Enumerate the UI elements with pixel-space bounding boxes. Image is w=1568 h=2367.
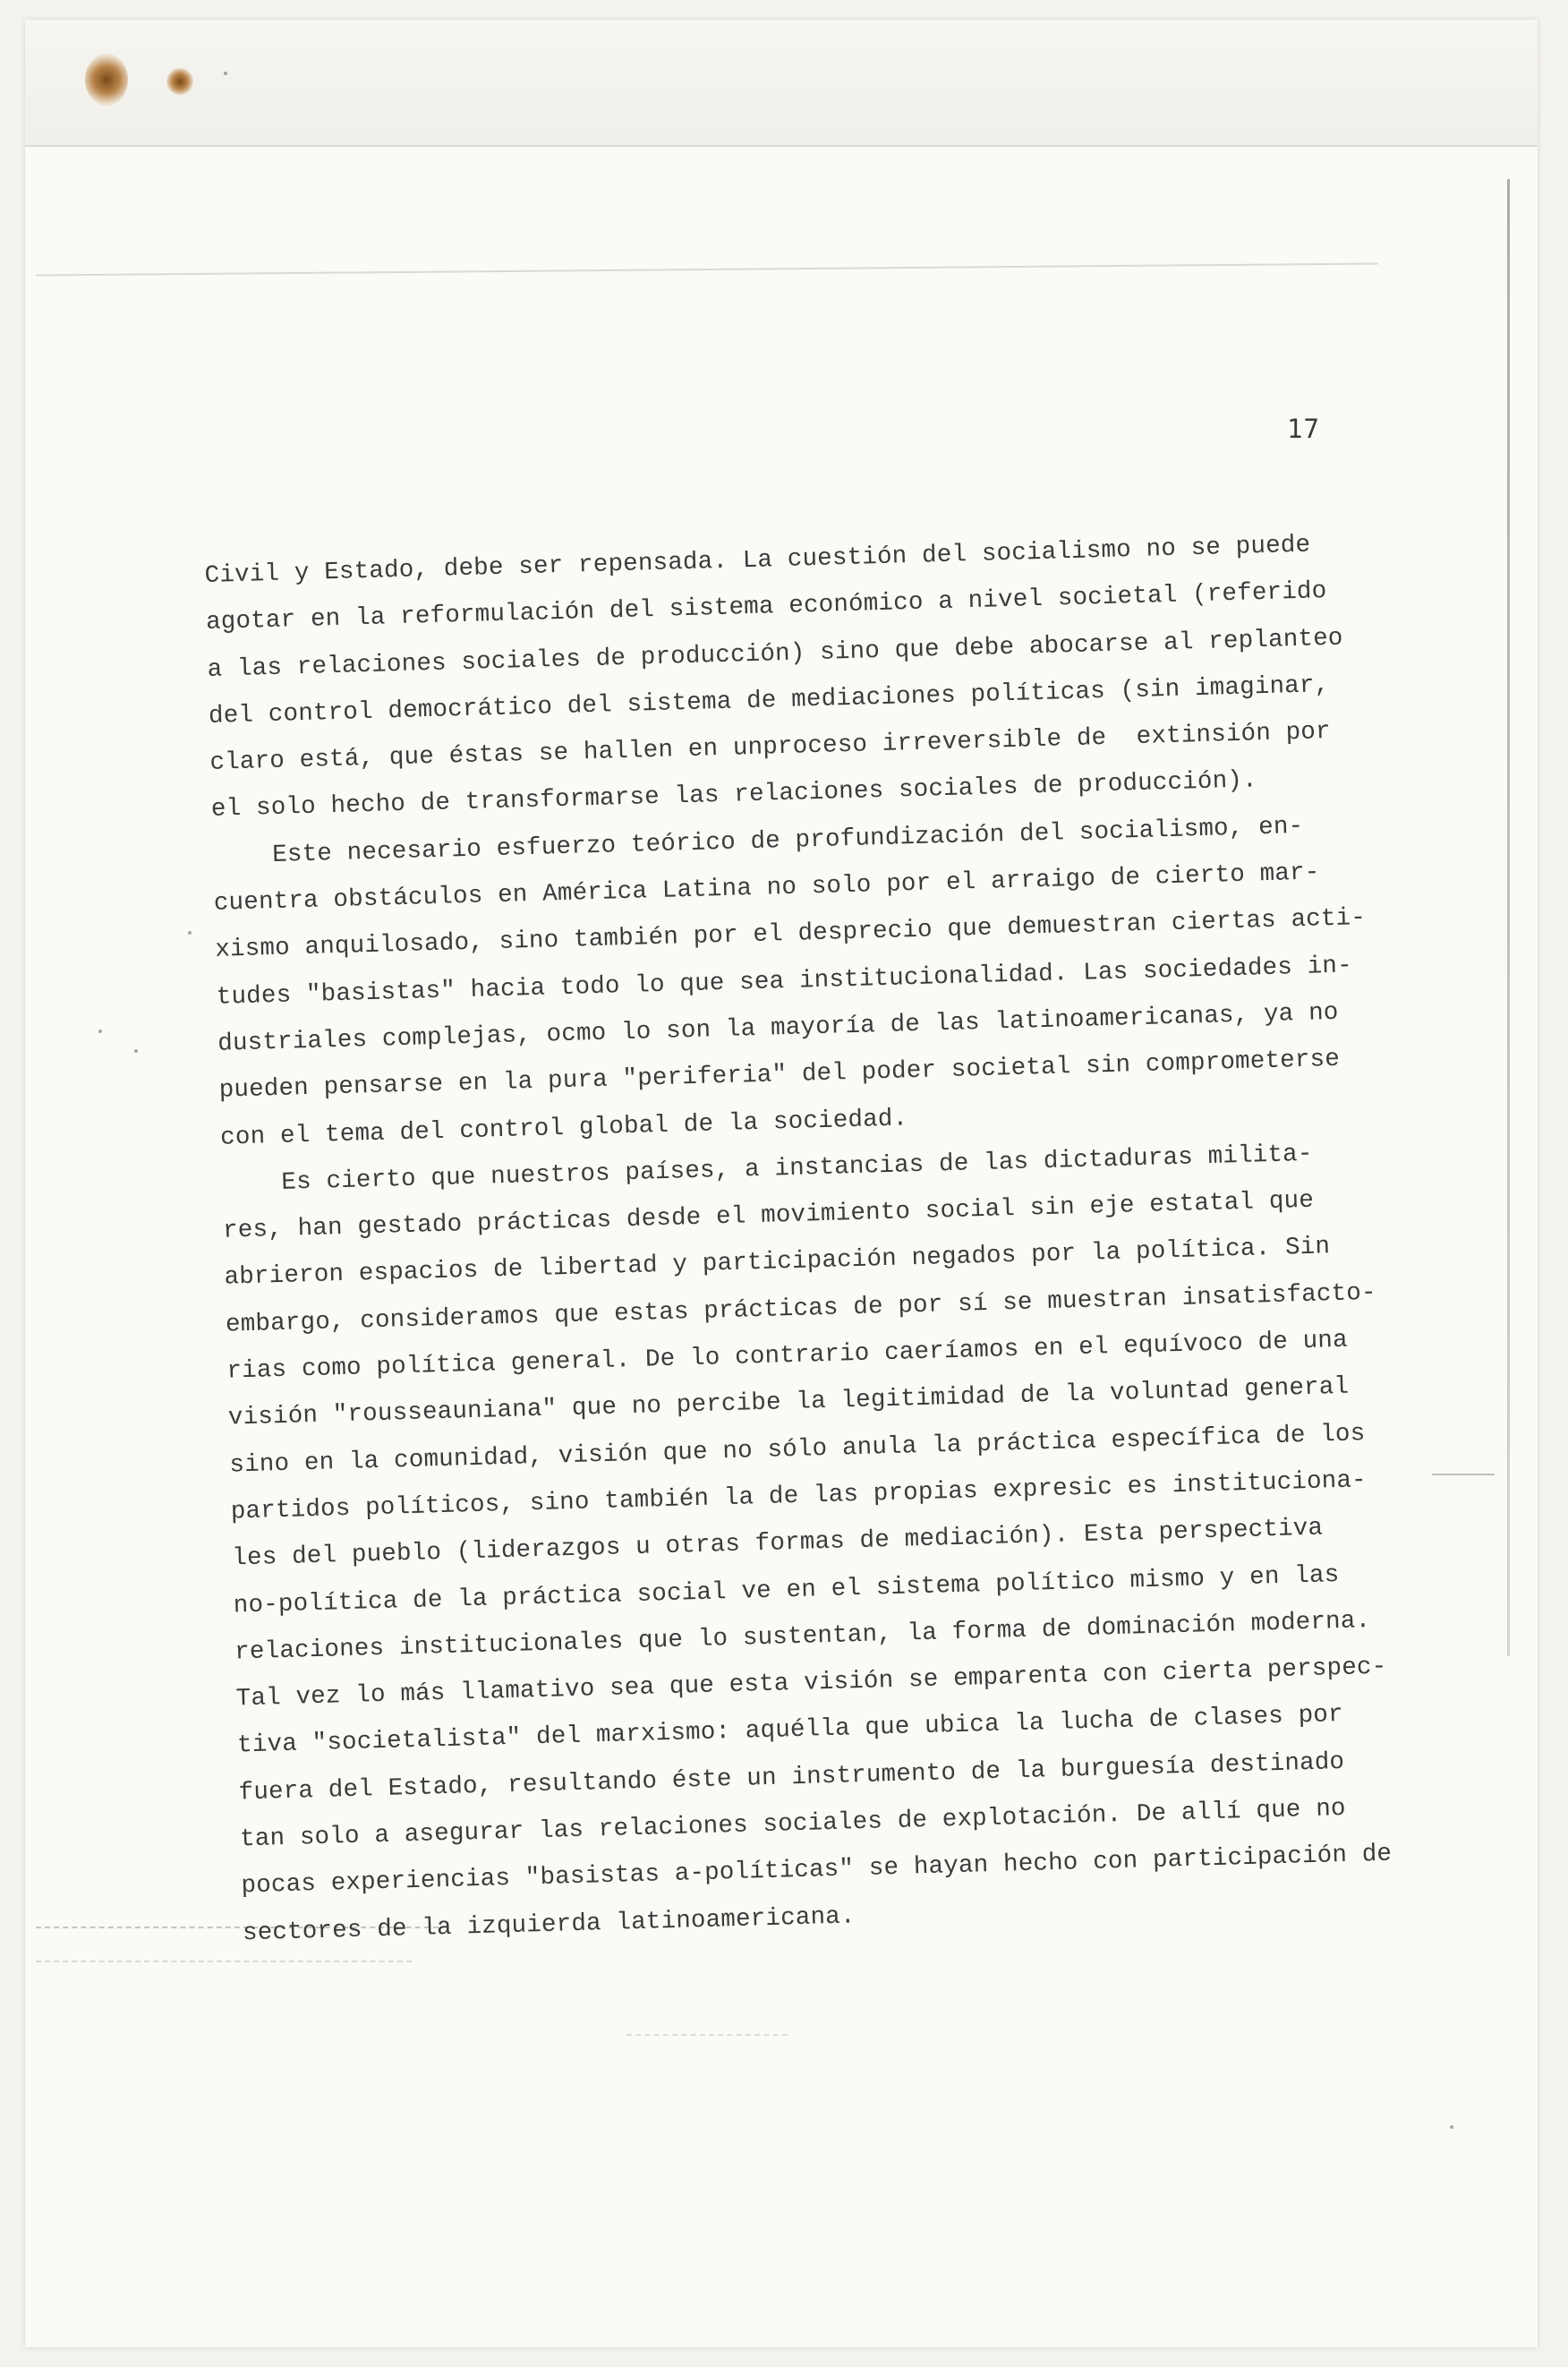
text-line: fuera del Estado, resultando éste un instrumento de la burguesía destinado <box>238 1747 1345 1807</box>
paragraph-2 <box>212 799 1456 1161</box>
text-line: cuentra obstáculos en América Latina no solo por el arraigo de cierto mar- <box>213 859 1320 918</box>
text-line: Este necesario esfuerzo teórico de profundización del socialismo, en- <box>212 812 1304 871</box>
text-line: sino en la comunidad, visión que no sólo anula la práctica específica de los <box>229 1419 1366 1480</box>
body-text <box>204 518 1478 1957</box>
text-line: partidos políticos, sino también la de las propias expresic es instituciona- <box>230 1466 1368 1526</box>
text-line: les del pueblo (liderazgos u otras formas de mediación). Esta perspectiva <box>231 1514 1324 1573</box>
text-line: xismo anquilosado, sino también por el desprecio que demuestran ciertas acti- <box>214 904 1367 965</box>
page-number: 17 <box>1287 414 1320 444</box>
ink-speck <box>134 1049 138 1053</box>
text-line: embargo, consideramos que estas prácticas de por sí se muestran insatisfacto- <box>225 1278 1377 1339</box>
text-line: visión "rousseauniana" que no percibe la legitimidad de la voluntad general <box>227 1372 1350 1432</box>
text-line: rias como política general. De lo contrario caeríamos en el equívoco de una <box>226 1326 1349 1386</box>
text-line: agotar en la reformulación del sistema económico a nivel societal (referido <box>205 577 1327 637</box>
text-line: no-política de la práctica social ve en el sistema político mismo y en las <box>233 1560 1340 1620</box>
text-line: el solo hecho de transformarse las relaciones sociales de producción). <box>210 766 1258 825</box>
text-line: tan solo a asegurar las relaciones sociales de explotación. De allí que no <box>239 1794 1347 1854</box>
text-line: Civil y Estado, debe ser repensada. La cuestión del socialismo no se puede <box>204 531 1311 590</box>
paragraph-1 <box>204 518 1446 833</box>
text-line: relaciones institucionales que lo sustentan, la forma de dominación moderna. <box>234 1606 1371 1667</box>
text-line: del control democrático del sistema de mediaciones políticas (sin imaginar, <box>208 671 1330 731</box>
show-through-line <box>626 2034 788 2036</box>
text-line: tiva "societalista" del marxismo: aquélla que ubica la lucha de clases por <box>236 1701 1344 1760</box>
ink-speck <box>1450 2125 1453 2129</box>
show-through-line <box>36 1961 412 1962</box>
top-paper-strip <box>25 20 1538 147</box>
burn-mark-right <box>166 68 193 95</box>
text-line: dustriales complejas, ocmo lo son la mayoría de las latinoamericanas, ya no <box>217 998 1339 1058</box>
text-line: con el tema del control global de la sociedad. <box>219 1104 908 1152</box>
ink-speck <box>188 931 192 935</box>
text-line: a las relaciones sociales de producción) sino que debe abocarse al replanteo <box>207 624 1343 684</box>
paragraph-3 <box>221 1127 1478 1957</box>
text-line: claro está, que éstas se hallen en unproceso irreversible de extinsión por <box>209 718 1332 778</box>
ink-speck <box>98 1030 102 1033</box>
text-line: Tal vez lo más llamativo sea que esta visión se emparenta con cierta perspec- <box>235 1653 1387 1713</box>
text-line: abrieron espacios de libertad y participación negados por la política. Sin <box>224 1233 1331 1293</box>
page-edge-shadow <box>1507 179 1510 1656</box>
text-line: pueden pensarse en la pura "periferia" del poder societal sin comprometerse <box>218 1046 1341 1106</box>
text-line: Es cierto que nuestros países, a instancias de las dictaduras milita- <box>221 1140 1313 1199</box>
ink-speck <box>224 72 227 75</box>
text-line: tudes "basistas" hacia todo lo que sea institucionalidad. Las sociedades in- <box>216 952 1353 1012</box>
burn-mark-left <box>85 54 128 106</box>
text-line: sectores de la izquierda latinoamericana. <box>242 1901 856 1948</box>
text-line: pocas experiencias "basistas a-políticas" se hayan hecho con participación de <box>241 1840 1393 1901</box>
text-line: res, han gestado prácticas desde el movimiento social sin eje estatal que <box>222 1186 1315 1245</box>
